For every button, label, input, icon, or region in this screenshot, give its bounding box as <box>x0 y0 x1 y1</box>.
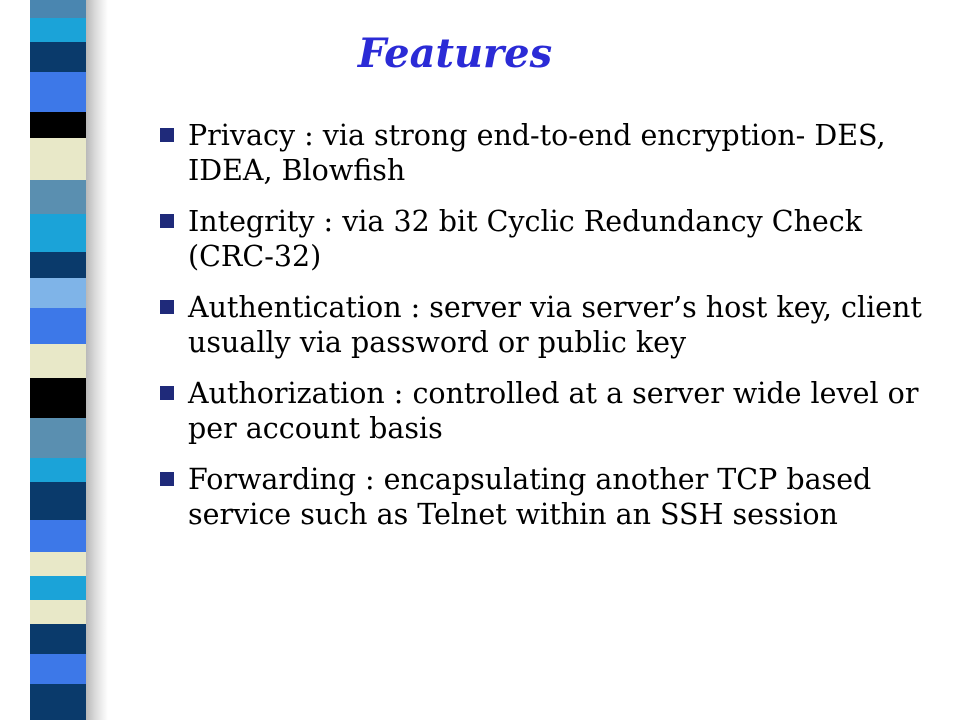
stripe-segment <box>30 278 86 308</box>
list-item <box>160 462 950 532</box>
list-item <box>160 376 950 446</box>
stripe-segment <box>30 520 86 552</box>
square-bullet-icon <box>160 128 174 142</box>
stripe-segment <box>30 0 86 18</box>
stripe-segment <box>30 418 86 458</box>
square-bullet-icon <box>160 300 174 314</box>
stripe-segment <box>30 552 86 576</box>
stripe-segment <box>30 308 86 344</box>
stripe-shadow <box>86 0 108 720</box>
stripe-segment <box>30 576 86 600</box>
square-bullet-icon <box>160 214 174 228</box>
stripe-segment <box>30 378 86 418</box>
stripe-segment <box>30 180 86 214</box>
bullet-text: Authentication : server via server’s host key, client usually via password or public key <box>188 291 922 359</box>
list-item <box>160 204 950 274</box>
stripe-segment <box>30 654 86 684</box>
bullet-list <box>160 118 950 548</box>
slide-title: Features <box>357 30 553 77</box>
list-item <box>160 290 950 360</box>
stripe-segment <box>30 684 86 720</box>
square-bullet-icon <box>160 386 174 400</box>
bullet-text: Integrity : via 32 bit Cyclic Redundancy Check (CRC-32) <box>188 205 863 273</box>
bullet-text: Forwarding : encapsulating another TCP based service such as Telnet within an SSH session <box>188 463 872 531</box>
stripe-segment <box>30 344 86 378</box>
stripe-segment <box>30 72 86 112</box>
stripe-segment <box>30 482 86 520</box>
decorative-stripe-bar <box>30 0 86 720</box>
list-item <box>160 118 950 188</box>
stripe-segment <box>30 458 86 482</box>
bullet-text: Privacy : via strong end-to-end encryption- DES, IDEA, Blowfish <box>188 119 886 187</box>
stripe-segment <box>30 112 86 138</box>
stripe-segment <box>30 600 86 624</box>
bullet-text: Authorization : controlled at a server wide level or per account basis <box>188 377 919 445</box>
stripe-segment <box>30 138 86 180</box>
stripe-segment <box>30 214 86 252</box>
stripe-segment <box>30 624 86 654</box>
square-bullet-icon <box>160 472 174 486</box>
stripe-segment <box>30 252 86 278</box>
